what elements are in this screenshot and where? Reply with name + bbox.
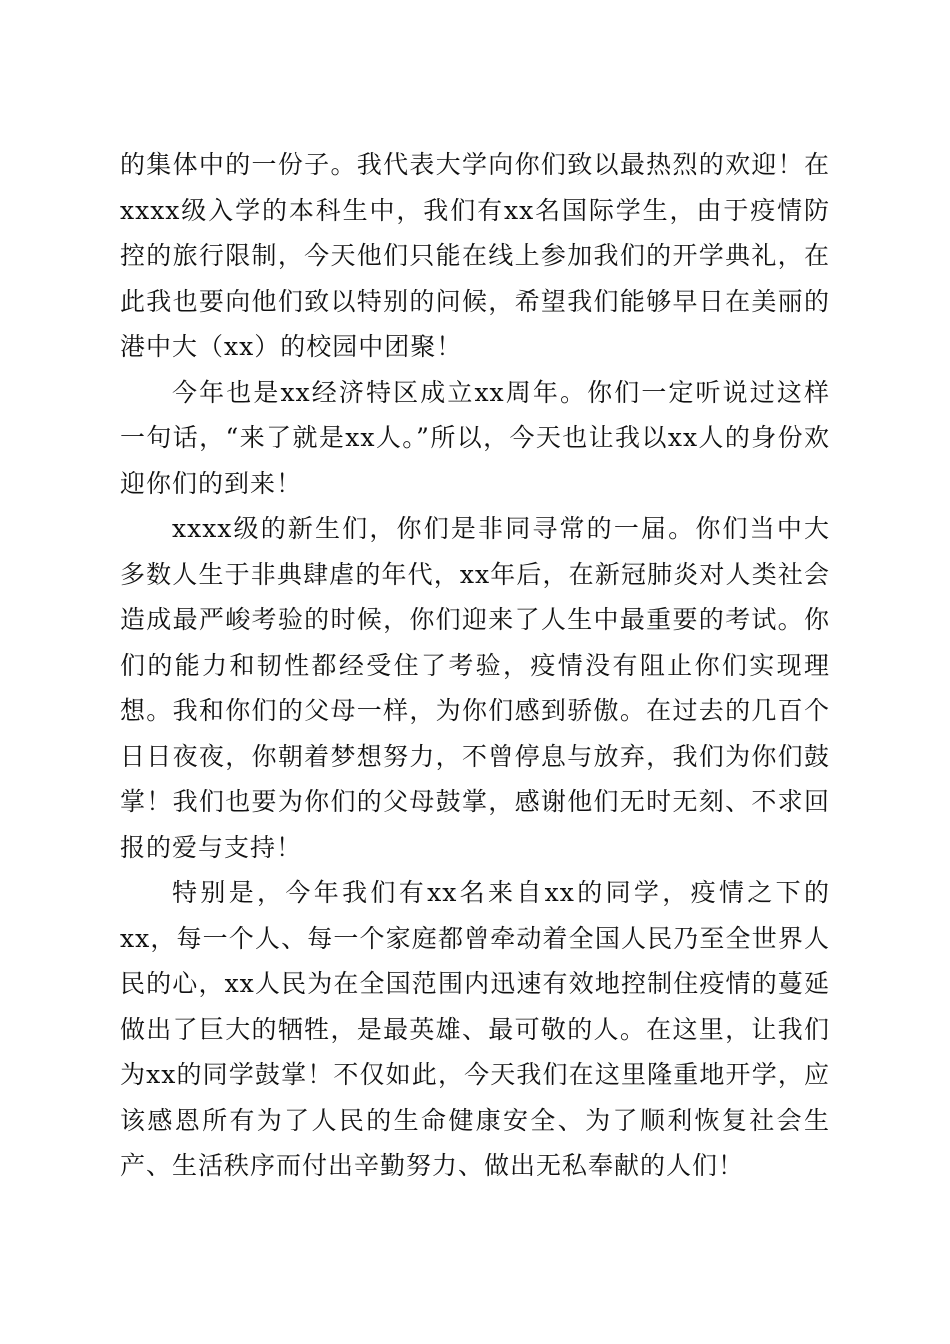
paragraph-2: 今年也是xx经济特区成立xx周年。你们一定听说过这样一句话，“来了就是xx人。”所以，今天也让我以xx人的身份欢迎你们的到来！	[120, 377, 830, 498]
paragraph-1: 的集体中的一份子。我代表大学向你们致以最热烈的欢迎！在xxxx级入学的本科生中，我们有xx名国际学生，由于疫情防控的旅行限制，今天他们只能在线上参加我们的开学典礼，在此我也要向他们致以特别的问候，希望我们能够早日在美丽的港中大（xx）的校园中团聚！	[120, 150, 830, 361]
paragraph-3: xxxx级的新生们，你们是非同寻常的一届。你们当中大多数人生于非典肆虐的年代，xx年后，在新冠肺炎对人类社会造成最严峻考验的时候，你们迎来了人生中最重要的考试。你们的能力和韧性都经受住了考验，疫情没有阻止你们实现理想。我和你们的父母一样，为你们感到骄傲。在过去的几百个日日夜夜，你朝着梦想努力，不曾停息与放弃，我们为你们鼓掌！我们也要为你们的父母鼓掌，感谢他们无时无刻、不求回报的爱与支持！	[120, 514, 830, 862]
paragraph-4: 特别是，今年我们有xx名来自xx的同学，疫情之下的xx，每一个人、每一个家庭都曾牵动着全国人民乃至全世界人民的心，xx人民为在全国范围内迅速有效地控制住疫情的蔓延做出了巨大的牺牲，是最英雄、最可敬的人。在这里，让我们为xx的同学鼓掌！不仅如此，今天我们在这里隆重地开学，应该感恩所有为了人民的生命健康安全、为了顺利恢复社会生产、生活秩序而付出辛勤努力、做出无私奉献的人们！	[120, 878, 830, 1180]
document-body	[120, 142, 830, 1189]
